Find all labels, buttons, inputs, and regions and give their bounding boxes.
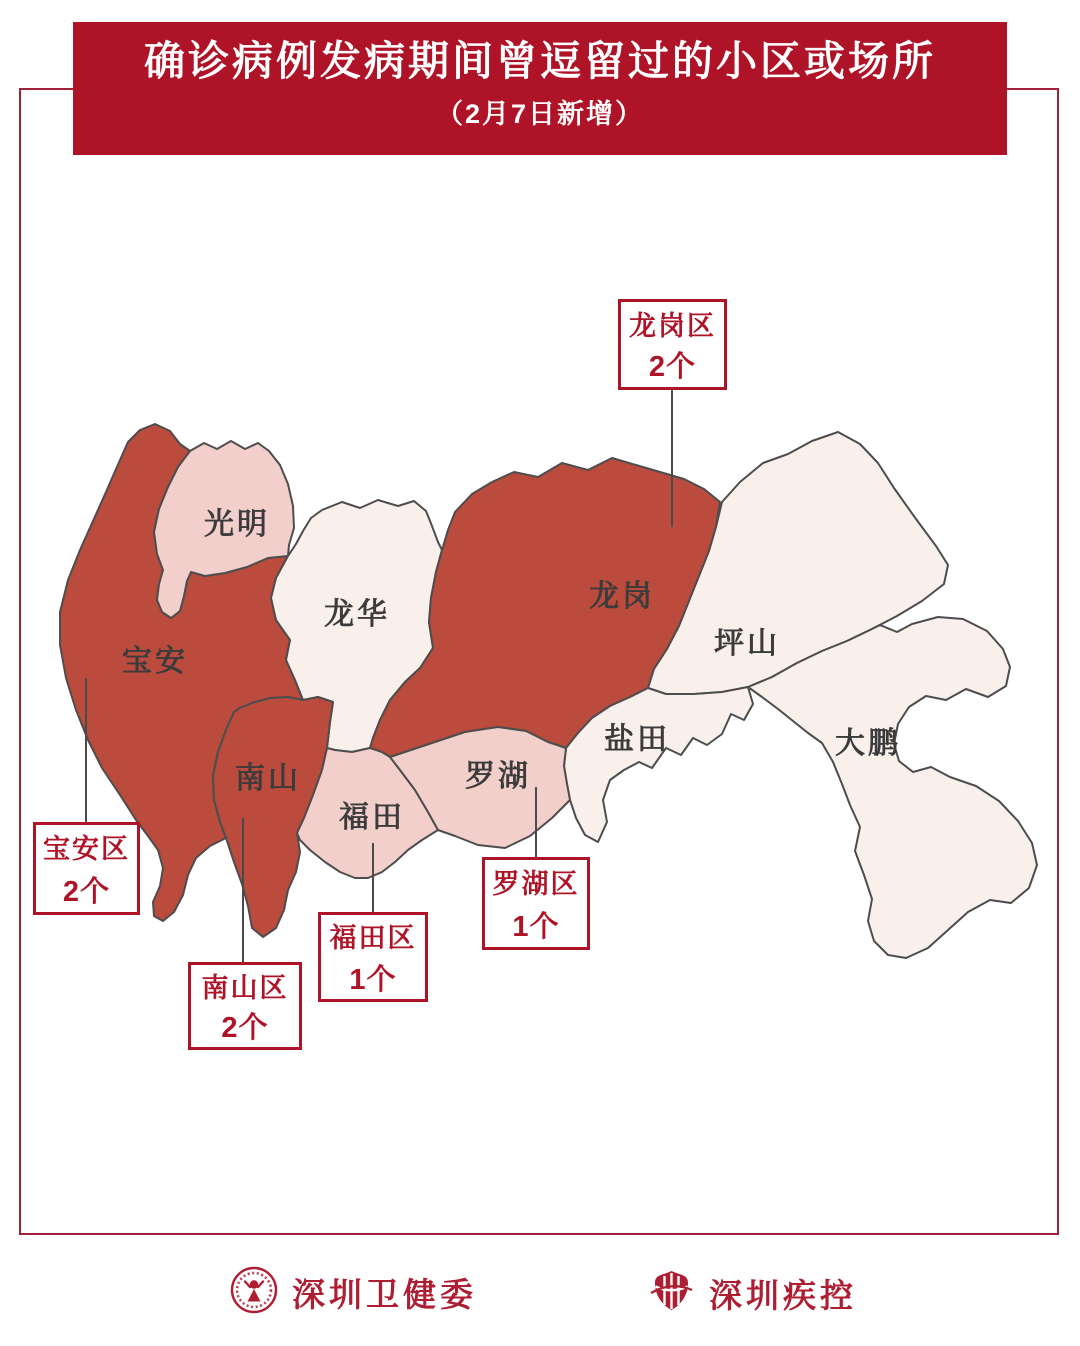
- callout-futian-district: 福田区: [329, 923, 417, 954]
- district-label-longhua: 龙华: [324, 598, 390, 631]
- callout-longgang-count: 2个: [648, 351, 697, 384]
- district-label-baoan: 宝安: [122, 645, 188, 678]
- page-title: 确诊病例发病期间曾逗留过的小区或场所: [144, 38, 936, 84]
- footer-org-left: 深圳卫健委: [292, 1276, 477, 1313]
- callout-futian: [318, 912, 428, 1002]
- district-label-luohu: 罗湖: [465, 760, 531, 793]
- district-label-yantian: 盐田: [604, 723, 670, 756]
- callout-longgang-district: 龙岗区: [629, 310, 716, 341]
- page-subtitle: （2月7日新增）: [435, 99, 645, 130]
- callout-baoan-count: 2个: [62, 875, 111, 908]
- leader-line-nanshan: [242, 818, 244, 962]
- leader-line-longgang: [671, 390, 673, 527]
- callout-longgang: [618, 299, 727, 390]
- callout-baoan-district: 宝安区: [43, 834, 130, 865]
- callout-luohu-count: 1个: [512, 910, 560, 943]
- footer-cdc: [648, 1267, 857, 1319]
- footer-org-right: 深圳疾控: [709, 1276, 857, 1314]
- callout-nanshan-district: 南山区: [201, 972, 289, 1003]
- callout-futian-count: 1个: [349, 963, 397, 996]
- leader-line-futian: [372, 843, 374, 912]
- cdc-logo-icon: [648, 1267, 695, 1319]
- callout-nanshan: [188, 962, 302, 1050]
- district-label-dapeng: 大鹏: [835, 727, 901, 760]
- callout-luohu-district: 罗湖区: [492, 869, 580, 900]
- district-label-longgang: 龙岗: [589, 580, 655, 613]
- district-label-nanshan: 南山: [235, 762, 301, 795]
- footer-health-commission: [230, 1266, 477, 1319]
- leader-line-baoan: [85, 678, 87, 822]
- callout-nanshan-count: 2个: [221, 1012, 269, 1045]
- callout-baoan: [33, 822, 140, 915]
- district-label-guangming: 光明: [204, 508, 270, 541]
- district-label-futian: 福田: [339, 801, 405, 834]
- callout-luohu: [482, 857, 590, 950]
- district-dapeng: [748, 617, 1037, 958]
- header-banner: [73, 22, 1007, 155]
- district-label-pingshan: 坪山: [714, 627, 780, 660]
- health-commission-logo-icon: [230, 1266, 278, 1319]
- leader-line-luohu: [535, 787, 537, 857]
